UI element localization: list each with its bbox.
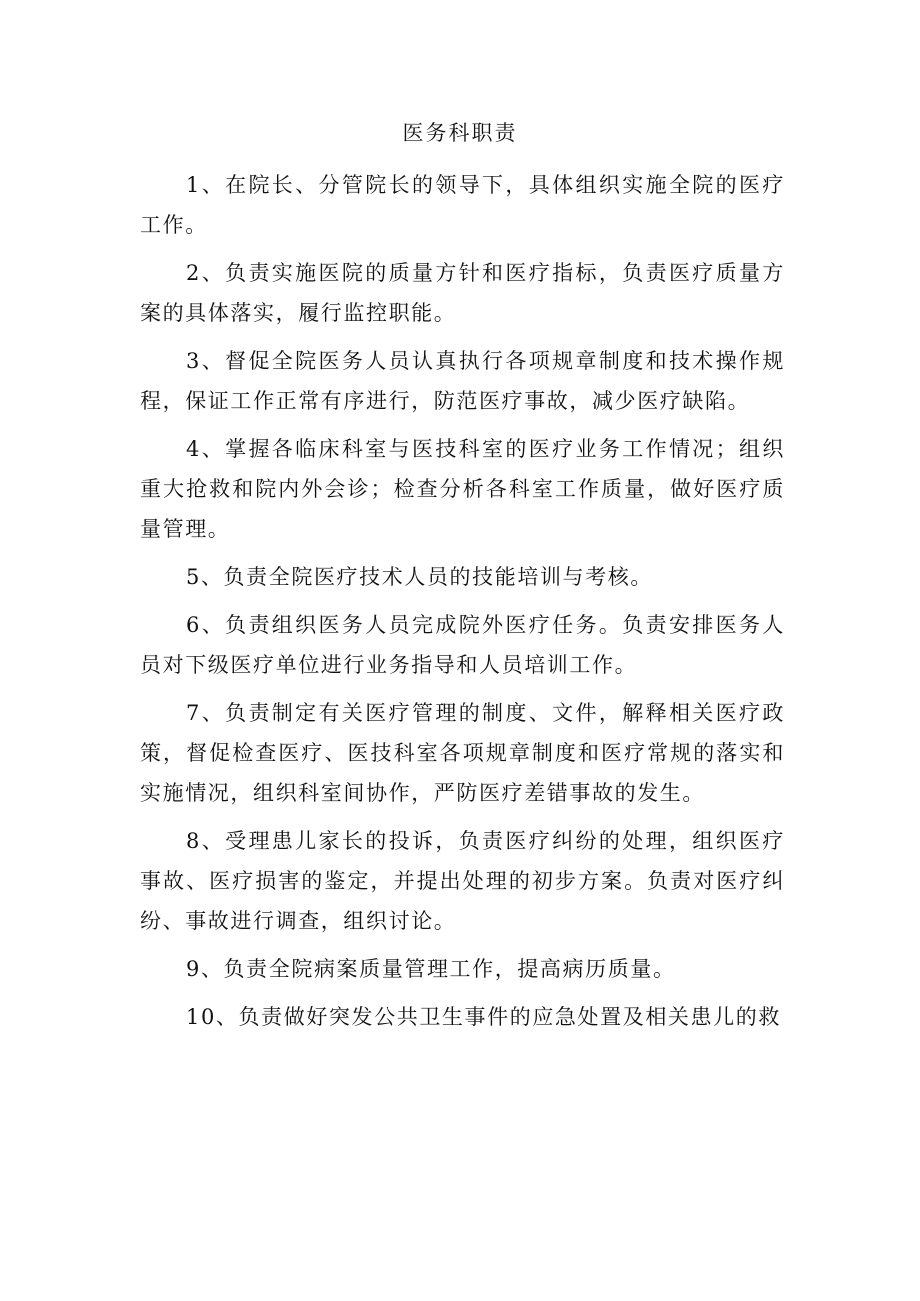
paragraph-5: 5、负责全院医疗技术人员的技能培训与考核。 — [186, 565, 653, 589]
paragraph-3: 3、督促全院医务人员认真执行各项规章制度和技术操作规程，保证工作正常有序进行，防范医疗事故，减少医疗缺陷。 — [140, 349, 785, 413]
paragraph-6: 6、负责组织医务人员完成院外医疗任务。负责安排医务人员对下级医疗单位进行业务指导和人员培训工作。 — [140, 613, 785, 677]
paragraph-7: 7、负责制定有关医疗管理的制度、文件，解释相关医疗政策，督促检查医疗、医技科室各项规章制度和医疗常规的落实和实施情况，组织科室间协作，严防医疗差错事故的发生。 — [140, 701, 785, 805]
paragraph-8: 8、受理患儿家长的投诉，负责医疗纠纷的处理，组织医疗事故、医疗损害的鉴定，并提出处理的初步方案。负责对医疗纠纷、事故进行调查，组织讨论。 — [140, 829, 785, 933]
paragraph-9: 9、负责全院病案质量管理工作，提高病历质量。 — [186, 957, 676, 981]
document-body — [140, 165, 785, 1045]
paragraph-1: 1、在院长、分管院长的领导下，具体组织实施全院的医疗工作。 — [140, 173, 785, 237]
paragraph-2: 2、负责实施医院的质量方针和医疗指标，负责医疗质量方案的具体落实，履行监控职能。 — [140, 261, 785, 325]
document-title: 医务科职责 — [402, 121, 518, 145]
paragraph-10: 10、负责做好突发公共卫生事件的应急处置及相关患儿的救 — [186, 1005, 781, 1029]
paragraph-4: 4、掌握各临床科室与医技科室的医疗业务工作情况；组织重大抢救和院内外会诊；检查分析各科室工作质量，做好医疗质量管理。 — [140, 437, 785, 541]
